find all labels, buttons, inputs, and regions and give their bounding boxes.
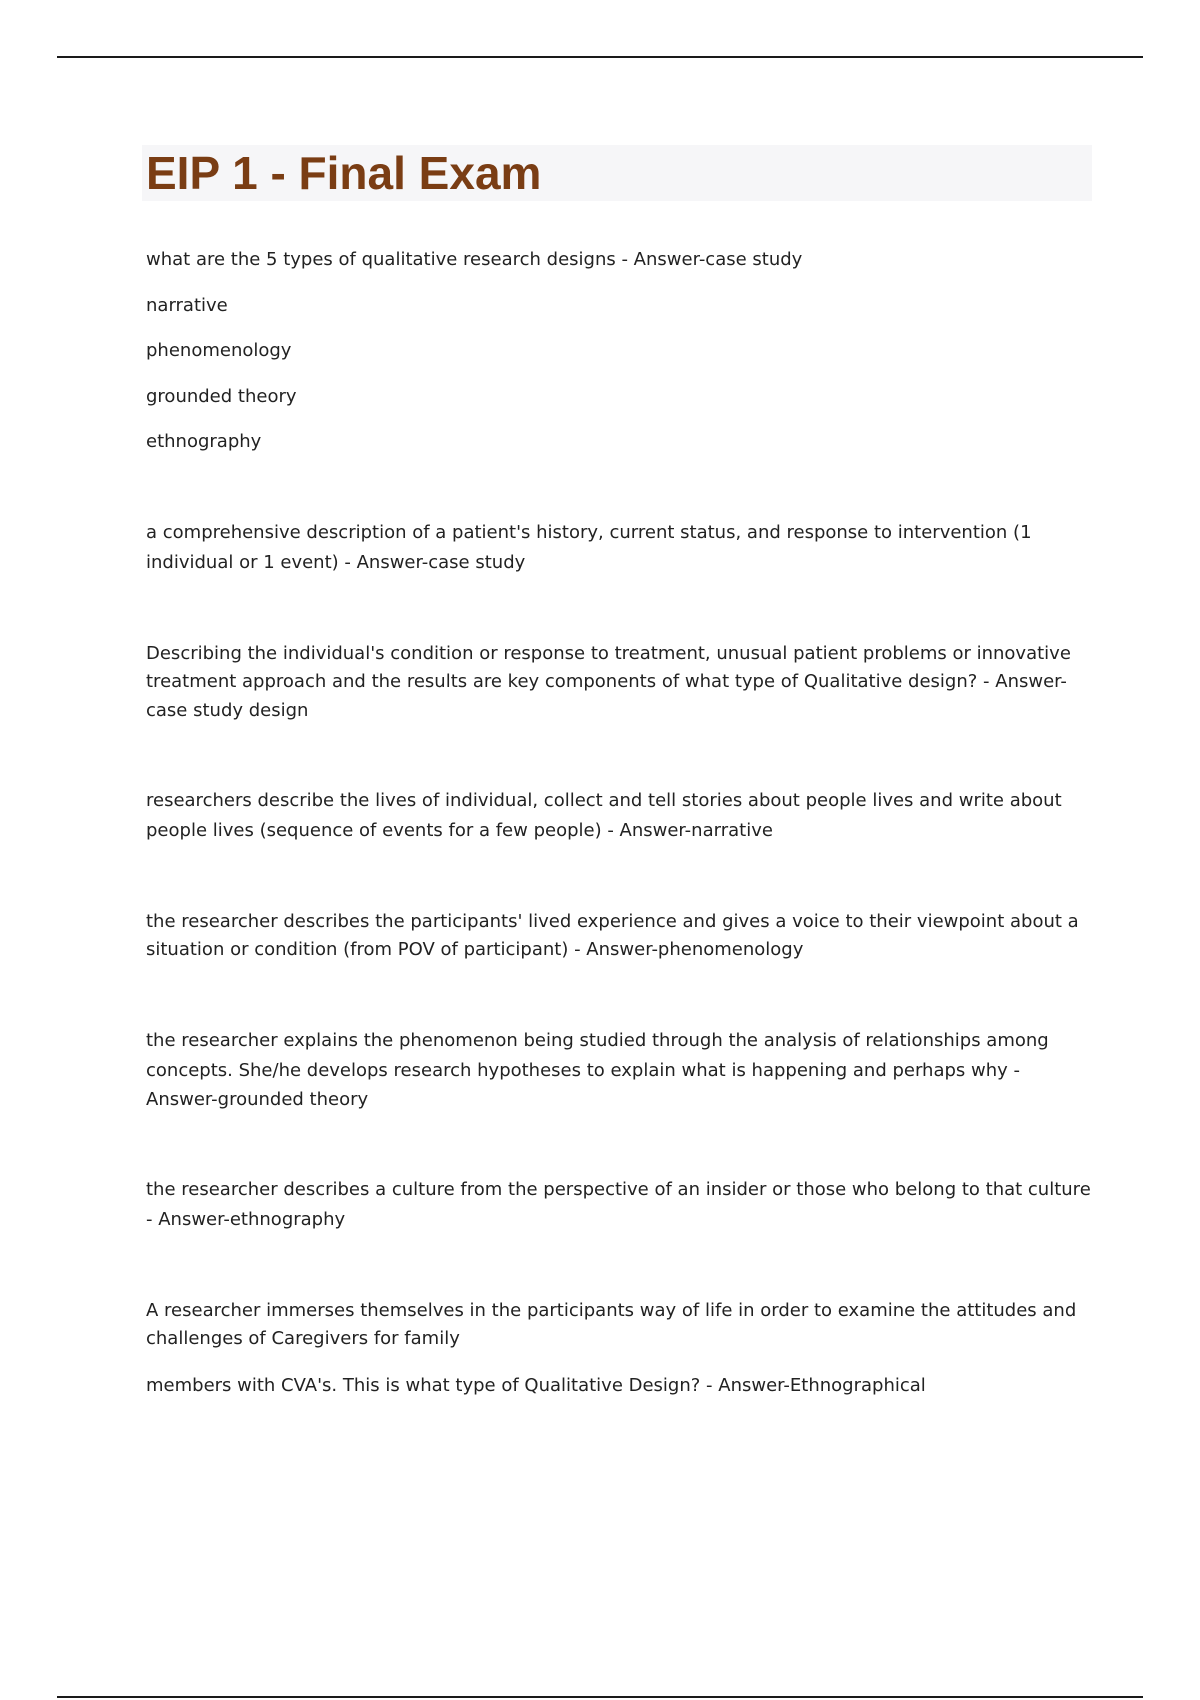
text-line: what are the 5 types of qualitative research designs - Answer-case study [146,249,803,270]
text-line: case study design [146,700,309,721]
text-line: treatment approach and the results are key components of what type of Qualitative design? - Answer- [146,671,1067,692]
text-line: researchers describe the lives of individual, collect and tell stories about people lives and write about [146,790,1062,811]
text-line: Answer-grounded theory [146,1089,369,1110]
bottom-rule [57,1696,1143,1698]
text-line: people lives (sequence of events for a few people) - Answer-narrative [146,820,773,841]
text-line: A researcher immerses themselves in the participants way of life in order to examine the attitudes and [146,1300,1077,1321]
text-line: individual or 1 event) - Answer-case study [146,552,526,573]
text-line: challenges of Caregivers for family [146,1328,460,1349]
text-line: the researcher explains the phenomenon being studied through the analysis of relationships among [146,1030,1049,1051]
page-title: EIP 1 - Final Exam [146,147,542,199]
top-rule [57,56,1143,58]
text-line: phenomenology [146,340,292,361]
text-line: members with CVA's. This is what type of Qualitative Design? - Answer-Ethnographical [146,1375,926,1396]
text-line: ethnography [146,431,262,452]
text-line: Describing the individual's condition or response to treatment, unusual patient problems or innovative [146,643,1071,664]
text-line: grounded theory [146,386,297,407]
text-line: the researcher describes the participants' lived experience and gives a voice to their viewpoint about a [146,911,1079,932]
text-line: narrative [146,295,228,316]
text-line: - Answer-ethnography [146,1209,346,1230]
text-line: a comprehensive description of a patient's history, current status, and response to intervention (1 [146,522,1032,543]
text-line: situation or condition (from POV of participant) - Answer-phenomenology [146,939,804,960]
text-line: concepts. She/he develops research hypotheses to explain what is happening and perhaps why - [146,1060,1021,1081]
text-line: the researcher describes a culture from the perspective of an insider or those who belong to that culture [146,1179,1091,1200]
